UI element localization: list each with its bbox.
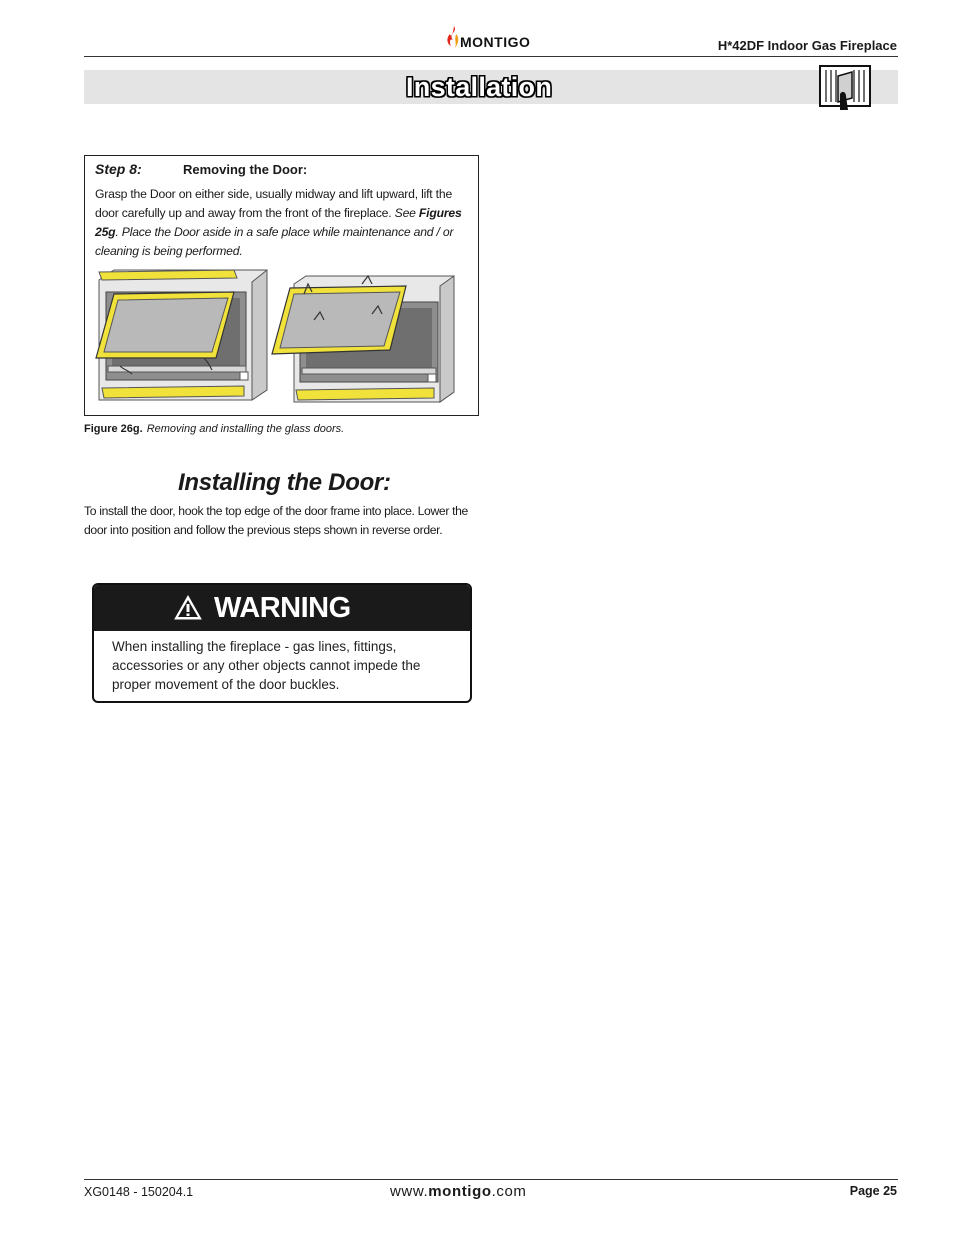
warning-box — [92, 583, 472, 703]
door-removal-illustration — [94, 262, 474, 412]
warning-header — [94, 585, 470, 631]
website-brand: montigo — [428, 1183, 492, 1200]
installing-heading: Installing the Door: — [178, 469, 391, 496]
document-title: H*42DF Indoor Gas Fireplace — [717, 38, 897, 53]
step-title: Removing the Door: — [183, 162, 308, 177]
warning-title: WARNING — [214, 592, 351, 624]
footer-divider — [84, 1179, 898, 1180]
step-text-rest: . Place the Door aside in a safe place while maintenance and / or cleaning is being performed. — [95, 225, 454, 258]
step-label: Step 8: — [95, 161, 142, 177]
page-number: Page 25 — [849, 1184, 897, 1198]
website-suffix: .com — [491, 1183, 527, 1200]
figure-number: Figure 26g. — [84, 423, 143, 435]
website-prefix: www. — [390, 1183, 429, 1200]
step-text: Grasp the Door on either side, usually midway and lift upward, lift the door carefully up and away from the front of the fireplace. — [95, 187, 453, 220]
figure-description: Removing and installing the glass doors. — [146, 423, 345, 435]
hands-installing-panel-icon — [818, 64, 872, 112]
website-url — [390, 1183, 527, 1200]
warning-text: When installing the fireplace - gas lines, fittings, accessories or any other objects cannot impede the proper movement of the door buckles. — [112, 639, 421, 692]
document-code: XG0148 - 150204.1 — [84, 1185, 194, 1199]
brand-name: MONTIGO — [460, 34, 531, 50]
step-see: See — [394, 206, 416, 220]
section-title: Installation — [406, 72, 553, 102]
step-instructions — [95, 185, 465, 261]
header-divider — [84, 56, 898, 57]
installing-instructions: To install the door, hook the top edge of the door frame into place. Lower the door into position and follow the previous steps shown in reverse order. — [84, 504, 468, 537]
warning-triangle-icon — [174, 594, 202, 620]
figure-reference: Figures 25g — [95, 206, 462, 239]
figure-caption — [84, 423, 344, 435]
fireplace-unit-left — [96, 270, 267, 400]
fireplace-unit-right — [272, 276, 454, 402]
brand-logo — [444, 24, 544, 54]
